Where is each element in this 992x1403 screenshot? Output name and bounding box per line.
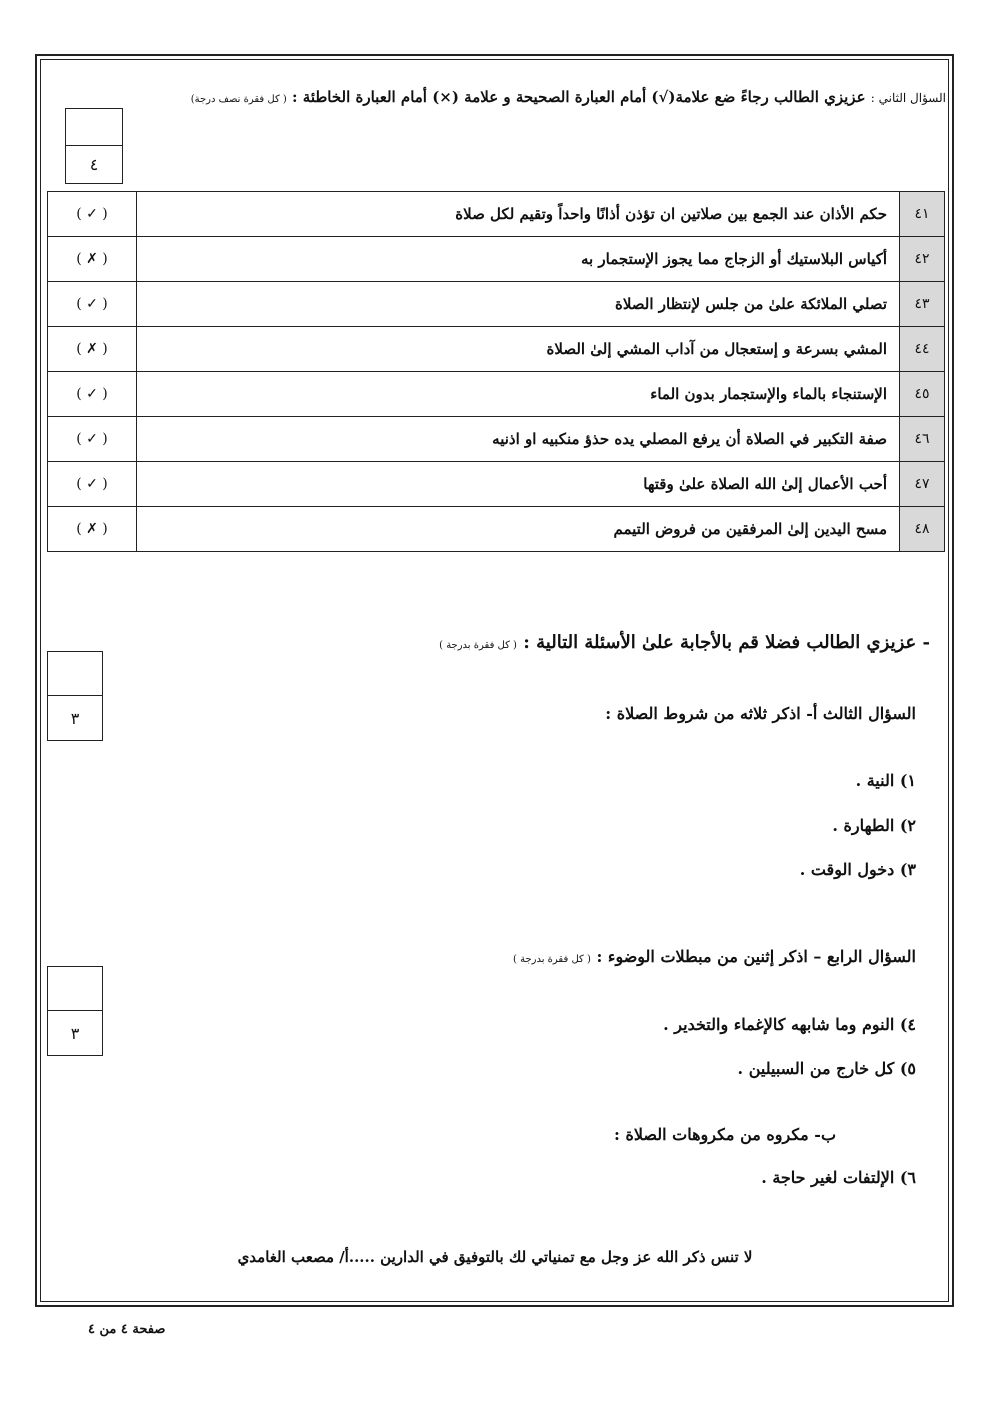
statement-text: أكياس البلاستيك أو الزجاج مما يجوز الإستجمار به (137, 237, 900, 282)
score-box-total: ٤ (89, 155, 99, 174)
question4-title: السؤال الرابع – اذكر إثنين من مبطلات الوضوء : (596, 947, 916, 966)
statement-number: ٤٥ (900, 372, 945, 417)
statement-number: ٤١ (900, 192, 945, 237)
question3-title: السؤال الثالث أ- اذكر ثلاثه من شروط الصلاة : (605, 704, 916, 723)
statement-row (48, 507, 945, 552)
question4-heading (440, 947, 916, 966)
question3-answer-2: ٢) الطهارة . (832, 816, 916, 835)
statement-text: الإستنجاء بالماء والإستجمار بدون الماء (137, 372, 900, 417)
statement-row (48, 282, 945, 327)
statement-row (48, 192, 945, 237)
statement-row (48, 417, 945, 462)
question3-answer-3: ٣) دخول الوقت . (799, 860, 916, 879)
statement-number: ٤٨ (900, 507, 945, 552)
question4-answer-4: ٤) النوم وما شابهه كالإغماء والتخدير . (663, 1015, 916, 1034)
question4-part-b-answer-6: ٦) الإلتفات لغير حاجة . (761, 1168, 916, 1187)
statement-number: ٤٧ (900, 462, 945, 507)
statement-number: ٤٢ (900, 237, 945, 282)
answer-mark[interactable]: ( ✓ ) (48, 372, 137, 417)
answer-mark[interactable]: ( ✓ ) (48, 192, 137, 237)
statement-row (48, 462, 945, 507)
statement-number: ٤٣ (900, 282, 945, 327)
statement-text: تصلي الملائكة علىٰ من جلس لإنتظار الصلاة (137, 282, 900, 327)
statement-row (48, 372, 945, 417)
answer-mark[interactable]: ( ✗ ) (48, 237, 137, 282)
statement-text: صفة التكبير في الصلاة أن يرفع المصلي يده حذؤ منكبيه او اذنيه (137, 417, 900, 462)
true-false-table (47, 191, 945, 552)
statement-text: مسح اليدين إلىٰ المرفقين من فروض التيمم (137, 507, 900, 552)
score-box-top (48, 967, 102, 1011)
closing-message: لا تنس ذكر الله عز وجل مع تمنياتي لك بالتوفيق في الدارين .....أ/ مصعب الغامدي (237, 1248, 753, 1266)
statement-text: المشي بسرعة و إستعجال من آداب المشي إلىٰ الصلاة (137, 327, 900, 372)
question4-part-b-title: ب- مكروه من مكروهات الصلاة : (613, 1125, 836, 1144)
question3-answer-1: ١) النية . (855, 771, 916, 790)
score-box-total: ٣ (70, 708, 80, 728)
question2-text: عزيزي الطالب رجاءً ضع علامة(√) أمام العبارة الصحيحة و علامة (×) أمام العبارة الخاطئة : (292, 88, 866, 106)
question2-heading (190, 88, 946, 106)
statement-row (48, 327, 945, 372)
question4-answer-5: ٥) كل خارج من السبيلين . (737, 1059, 916, 1078)
question4-note: ( كل فقرة بدرجة ) (513, 954, 591, 965)
section2-heading-text: - عزيزي الطالب فضلا قم بالأجابة علىٰ الأسئلة التالية : (523, 632, 930, 653)
section2-heading (360, 632, 930, 653)
question3-score-box (47, 651, 103, 741)
question2-note: ( كل فقرة نصف درجة) (190, 94, 287, 105)
answer-mark[interactable]: ( ✓ ) (48, 417, 137, 462)
statement-text: أحب الأعمال إلىٰ الله الصلاة علىٰ وقتها (137, 462, 900, 507)
score-box-top (66, 109, 122, 146)
answer-mark[interactable]: ( ✗ ) (48, 327, 137, 372)
question2-label: السؤال الثاني : (870, 91, 946, 105)
statement-number: ٤٦ (900, 417, 945, 462)
statement-number: ٤٤ (900, 327, 945, 372)
question4-score-box (47, 966, 103, 1056)
statement-row (48, 237, 945, 282)
answer-mark[interactable]: ( ✓ ) (48, 282, 137, 327)
statement-text: حكم الأذان عند الجمع بين صلاتين ان تؤذن أذانًا واحداً وتقيم لكل صلاة (137, 192, 900, 237)
question2-score-box (65, 108, 123, 184)
score-box-top (48, 652, 102, 696)
answer-mark[interactable]: ( ✓ ) (48, 462, 137, 507)
section2-note: ( كل فقرة بدرجة ) (439, 640, 517, 651)
page-number: صفحة ٤ من ٤ (88, 1322, 166, 1337)
answer-mark[interactable]: ( ✗ ) (48, 507, 137, 552)
score-box-total: ٣ (70, 1023, 80, 1043)
